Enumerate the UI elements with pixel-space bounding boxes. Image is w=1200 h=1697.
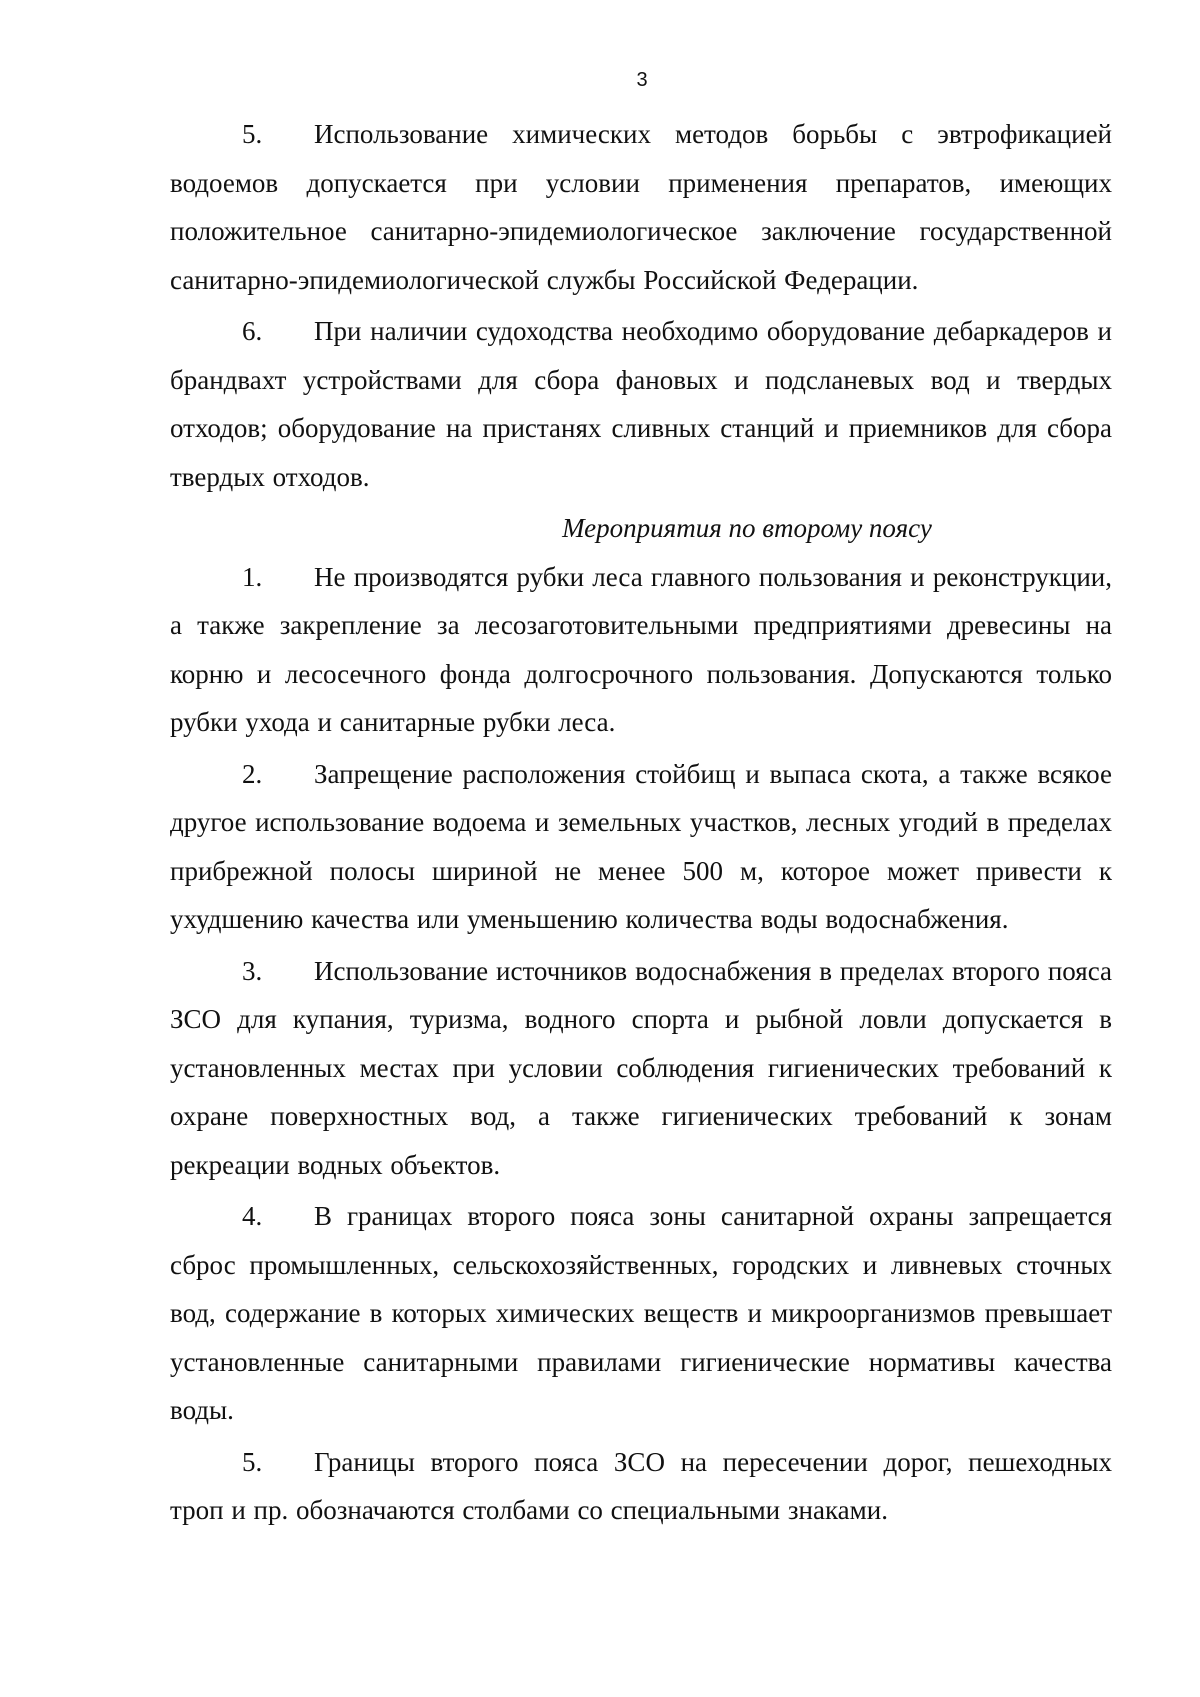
paragraph-2-section-two — [170, 750, 1112, 944]
paragraph-text: Границы второго пояса ЗСО на пересечении дорог, пешеходных троп и пр. обозначаются столбами со специальными знаками. — [170, 1446, 1112, 1525]
paragraph-5-section-two — [170, 1438, 1112, 1535]
paragraph-number: 2. — [242, 758, 263, 789]
section-title: Мероприятия по второму поясу — [562, 513, 932, 543]
paragraph-1-section-two — [170, 553, 1112, 747]
paragraph-number: 5. — [242, 119, 263, 149]
paragraph-text: Запрещение расположения стойбищ и выпаса скота, а также всякое другое использование водоема и земельных участков, лесных угодий в пределах прибрежной полосы шириной не менее 500 м, которое может привести к ухудшению качества или уменьшению количества воды водоснабжения. — [170, 758, 1112, 934]
paragraph-number: 4. — [242, 1201, 263, 1231]
paragraph-text: Использование химических методов борьбы с эвтрофикацией водоемов допускается при условии применения препаратов, имеющих положительное санитарно-эпидемиологическое заключение государственной санитарно-эпидемиологической службы Российской Федерации. — [170, 119, 1112, 295]
paragraph-number: 3. — [242, 955, 263, 986]
document-body — [170, 110, 1112, 1538]
paragraph-number: 5. — [242, 1446, 263, 1477]
paragraph-5-section-one — [170, 110, 1112, 304]
paragraph-number: 6. — [242, 316, 263, 346]
paragraph-number: 1. — [242, 561, 263, 592]
paragraph-text: Использование источников водоснабжения в пределах второго пояса ЗСО для купания, туризма, водного спорта и рыбной ловли допускается в установленных местах при условии соблюдения гигиенических требований к охране поверхностных вод, а также гигиенических требований к зонам рекреации водных объектов. — [170, 955, 1112, 1180]
paragraph-4-section-two — [170, 1192, 1112, 1435]
paragraph-3-section-two — [170, 947, 1112, 1190]
paragraph-6-section-one — [170, 307, 1112, 501]
page-number: 3 — [636, 69, 648, 91]
paragraph-text: При наличии судоходства необходимо оборудование дебаркадеров и брандвахт устройствами для сбора фановых и подсланевых вод и твердых отходов; оборудование на пристанях сливных станций и приемников для сбора твердых отходов. — [170, 316, 1112, 492]
paragraph-text: Не производятся рубки леса главного пользования и реконструкции, а также закрепление за лесозаготовительными предприятиями древесины на корню и лесосечного фонда долгосрочного пользования. Допускаются только рубки ухода и санитарные рубки леса. — [170, 561, 1112, 737]
paragraph-text: В границах второго пояса зоны санитарной охраны запрещается сброс промышленных, сельскохозяйственных, городских и ливневых сточных вод, содержание в которых химических веществ и микроорганизмов превышает установленные санитарными правилами гигиенические нормативы качества воды. — [170, 1201, 1112, 1425]
